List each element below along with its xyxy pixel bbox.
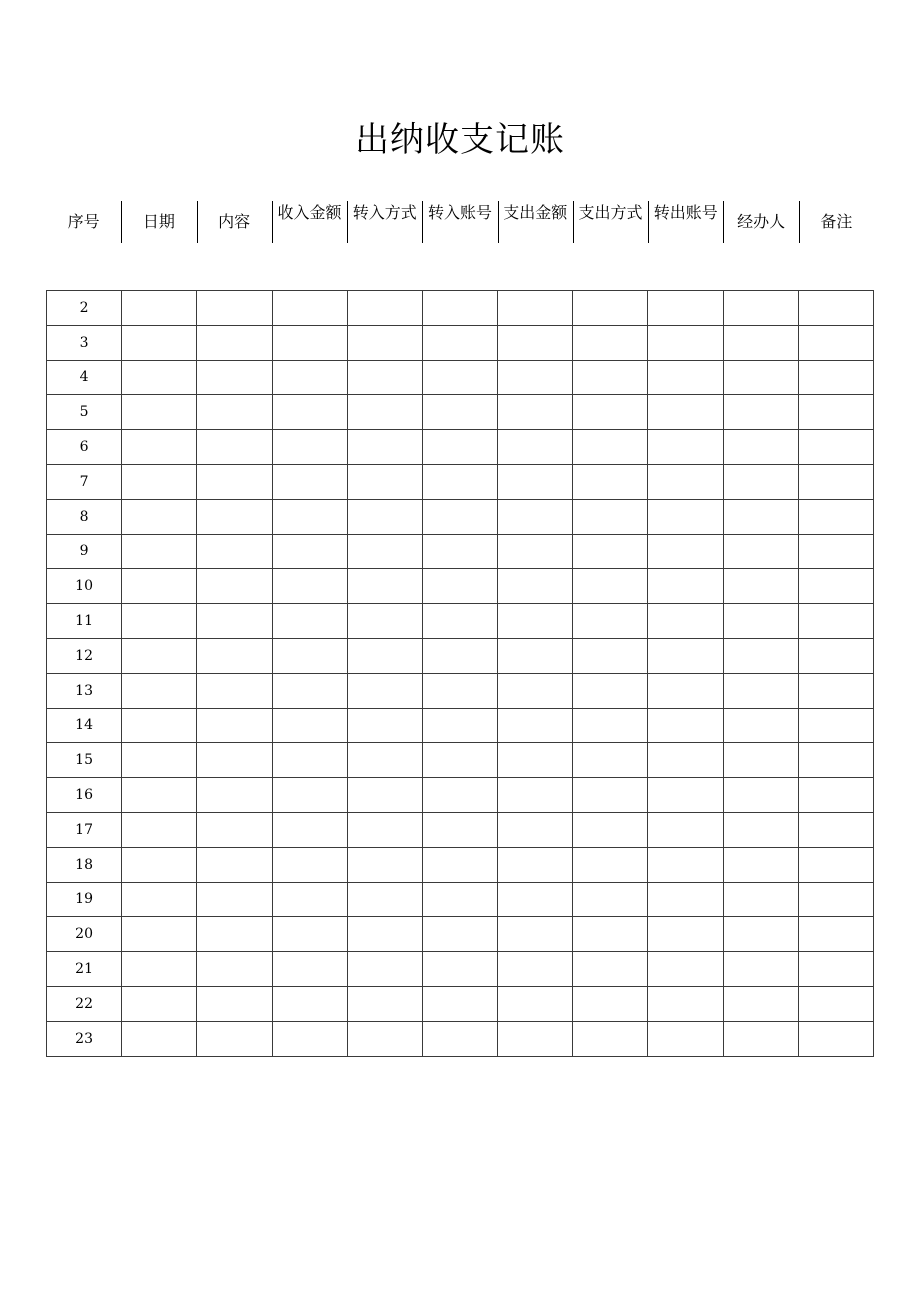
cell-expense-method[interactable] [573,986,648,1021]
cell-expense-amount[interactable] [498,917,573,952]
cell-income-method[interactable] [347,952,422,987]
cell-income-account[interactable] [422,847,497,882]
row-number: 12 [47,638,122,673]
cell-handler[interactable] [723,534,798,569]
cell-handler[interactable] [723,743,798,778]
cell-expense-method[interactable] [573,1021,648,1056]
table-row [47,534,874,569]
cell-expense-method[interactable] [573,638,648,673]
cell-date[interactable] [122,847,197,882]
cell-expense-method[interactable] [573,847,648,882]
cell-income-amount[interactable] [272,986,347,1021]
cell-expense-amount[interactable] [498,778,573,813]
cell-date[interactable] [122,291,197,326]
cell-handler[interactable] [723,917,798,952]
cell-date[interactable] [122,1021,197,1056]
cell-income-amount[interactable] [272,325,347,360]
cell-expense-account[interactable] [648,882,723,917]
cell-expense-account[interactable] [648,360,723,395]
cell-content[interactable] [197,952,272,987]
cell-income-method[interactable] [347,847,422,882]
cell-date[interactable] [122,882,197,917]
table-row [47,464,874,499]
cell-income-account[interactable] [422,395,497,430]
cell-expense-amount[interactable] [498,986,573,1021]
cell-content[interactable] [197,464,272,499]
cell-date[interactable] [122,986,197,1021]
cell-expense-account[interactable] [648,812,723,847]
cell-expense-amount[interactable] [498,743,573,778]
cell-expense-account[interactable] [648,395,723,430]
cell-expense-account[interactable] [648,291,723,326]
cell-income-amount[interactable] [272,952,347,987]
cell-income-amount[interactable] [272,464,347,499]
cell-date[interactable] [122,464,197,499]
cell-income-method[interactable] [347,917,422,952]
cell-expense-method[interactable] [573,743,648,778]
cell-income-account[interactable] [422,778,497,813]
cell-expense-method[interactable] [573,812,648,847]
cell-remarks[interactable] [798,986,873,1021]
cell-handler[interactable] [723,1021,798,1056]
cell-content[interactable] [197,569,272,604]
cell-income-amount[interactable] [272,708,347,743]
cell-handler[interactable] [723,673,798,708]
cell-expense-method[interactable] [573,464,648,499]
cell-date[interactable] [122,499,197,534]
cell-expense-amount[interactable] [498,430,573,465]
cell-income-amount[interactable] [272,882,347,917]
cell-income-method[interactable] [347,325,422,360]
cell-expense-method[interactable] [573,569,648,604]
cell-expense-amount[interactable] [498,1021,573,1056]
cell-date[interactable] [122,325,197,360]
cell-income-method[interactable] [347,291,422,326]
table-row [47,569,874,604]
cell-expense-method[interactable] [573,360,648,395]
cell-remarks[interactable] [798,325,873,360]
cell-remarks[interactable] [798,534,873,569]
cell-expense-method[interactable] [573,708,648,743]
row-number: 17 [47,812,122,847]
cell-income-method[interactable] [347,673,422,708]
cell-income-amount[interactable] [272,395,347,430]
cell-expense-method[interactable] [573,291,648,326]
cell-income-method[interactable] [347,499,422,534]
table-row [47,1021,874,1056]
cell-remarks[interactable] [798,360,873,395]
table-row [47,499,874,534]
cell-expense-account[interactable] [648,986,723,1021]
cell-income-amount[interactable] [272,604,347,639]
column-header-remarks: 备注 [799,199,874,245]
row-number: 21 [47,952,122,987]
row-number: 16 [47,778,122,813]
cell-income-account[interactable] [422,1021,497,1056]
cell-handler[interactable] [723,569,798,604]
row-number: 14 [47,708,122,743]
cell-content[interactable] [197,917,272,952]
cell-expense-method[interactable] [573,917,648,952]
cell-remarks[interactable] [798,430,873,465]
table-row [47,778,874,813]
cell-expense-method[interactable] [573,604,648,639]
cell-handler[interactable] [723,395,798,430]
cell-expense-account[interactable] [648,464,723,499]
cell-remarks[interactable] [798,673,873,708]
table-row [47,638,874,673]
cell-income-account[interactable] [422,534,497,569]
cell-income-amount[interactable] [272,534,347,569]
table-row [47,847,874,882]
cell-date[interactable] [122,395,197,430]
cell-income-method[interactable] [347,708,422,743]
cell-remarks[interactable] [798,604,873,639]
cell-remarks[interactable] [798,952,873,987]
ledger-table [46,290,874,1057]
cell-income-amount[interactable] [272,1021,347,1056]
cell-income-account[interactable] [422,325,497,360]
cell-income-amount[interactable] [272,673,347,708]
cell-content[interactable] [197,325,272,360]
cell-handler[interactable] [723,847,798,882]
cell-income-amount[interactable] [272,291,347,326]
cell-handler[interactable] [723,986,798,1021]
cell-income-amount[interactable] [272,743,347,778]
cell-income-account[interactable] [422,986,497,1021]
column-header-expense-method: 支出方式 [573,199,648,245]
cell-expense-account[interactable] [648,430,723,465]
table-row [47,743,874,778]
cell-income-account[interactable] [422,464,497,499]
cell-income-account[interactable] [422,430,497,465]
row-number: 15 [47,743,122,778]
cell-income-amount[interactable] [272,847,347,882]
cell-remarks[interactable] [798,917,873,952]
cell-remarks[interactable] [798,569,873,604]
cell-content[interactable] [197,778,272,813]
table-row [47,882,874,917]
cell-income-account[interactable] [422,360,497,395]
table-row [47,986,874,1021]
cell-expense-account[interactable] [648,673,723,708]
cell-expense-account[interactable] [648,534,723,569]
cell-expense-account[interactable] [648,952,723,987]
row-number: 3 [47,325,122,360]
cell-income-method[interactable] [347,464,422,499]
cell-income-amount[interactable] [272,917,347,952]
cell-remarks[interactable] [798,708,873,743]
cell-expense-account[interactable] [648,325,723,360]
cell-remarks[interactable] [798,847,873,882]
cell-content[interactable] [197,499,272,534]
cell-date[interactable] [122,604,197,639]
cell-remarks[interactable] [798,499,873,534]
cell-expense-amount[interactable] [498,638,573,673]
cell-date[interactable] [122,778,197,813]
cell-expense-amount[interactable] [498,534,573,569]
row-number: 2 [47,291,122,326]
cell-remarks[interactable] [798,743,873,778]
table-row [47,708,874,743]
cell-income-account[interactable] [422,812,497,847]
row-number: 7 [47,464,122,499]
row-number: 11 [47,604,122,639]
cell-income-amount[interactable] [272,812,347,847]
column-header-expense-amount: 支出金额 [498,199,573,245]
row-number: 20 [47,917,122,952]
row-number: 10 [47,569,122,604]
cell-remarks[interactable] [798,464,873,499]
cell-expense-method[interactable] [573,499,648,534]
cell-remarks[interactable] [798,291,873,326]
cell-expense-amount[interactable] [498,673,573,708]
cell-date[interactable] [122,917,197,952]
cell-date[interactable] [122,743,197,778]
cell-content[interactable] [197,1021,272,1056]
cell-content[interactable] [197,812,272,847]
cell-expense-amount[interactable] [498,569,573,604]
cell-date[interactable] [122,708,197,743]
cell-expense-amount[interactable] [498,325,573,360]
cell-expense-amount[interactable] [498,812,573,847]
cell-handler[interactable] [723,464,798,499]
cell-handler[interactable] [723,708,798,743]
cell-content[interactable] [197,673,272,708]
cell-content[interactable] [197,708,272,743]
cell-expense-method[interactable] [573,673,648,708]
column-header-index: 序号 [67,212,100,231]
cell-income-amount[interactable] [272,360,347,395]
cell-date[interactable] [122,430,197,465]
cell-expense-amount[interactable] [498,882,573,917]
cell-income-amount[interactable] [272,778,347,813]
cell-date[interactable] [122,360,197,395]
cell-handler[interactable] [723,499,798,534]
table-row [47,325,874,360]
column-header-expense-account: 转出账号 [648,199,723,245]
cell-income-amount[interactable] [272,430,347,465]
table-row [47,673,874,708]
column-header-income-amount: 收入金额 [272,199,347,245]
cell-expense-method[interactable] [573,882,648,917]
cell-income-method[interactable] [347,743,422,778]
cell-expense-amount[interactable] [498,604,573,639]
cell-handler[interactable] [723,430,798,465]
cell-expense-account[interactable] [648,569,723,604]
cell-remarks[interactable] [798,638,873,673]
cell-income-method[interactable] [347,604,422,639]
cell-income-account[interactable] [422,708,497,743]
cell-content[interactable] [197,395,272,430]
cell-remarks[interactable] [798,882,873,917]
cell-content[interactable] [197,847,272,882]
cell-expense-account[interactable] [648,499,723,534]
cell-income-method[interactable] [347,812,422,847]
cell-income-account[interactable] [422,604,497,639]
row-number: 22 [47,986,122,1021]
row-number: 19 [47,882,122,917]
cell-income-method[interactable] [347,430,422,465]
table-row [47,917,874,952]
cell-income-method[interactable] [347,395,422,430]
cell-handler[interactable] [723,360,798,395]
cell-income-account[interactable] [422,917,497,952]
cell-content[interactable] [197,743,272,778]
cell-date[interactable] [122,638,197,673]
cell-handler[interactable] [723,604,798,639]
cell-income-account[interactable] [422,743,497,778]
column-header-date: 日期 [121,199,196,245]
cell-expense-method[interactable] [573,534,648,569]
cell-handler[interactable] [723,638,798,673]
column-header-income-method: 转入方式 [347,199,422,245]
cell-remarks[interactable] [798,395,873,430]
table-row [47,360,874,395]
row-number: 5 [47,395,122,430]
cell-handler[interactable] [723,291,798,326]
cell-expense-account[interactable] [648,778,723,813]
cell-expense-amount[interactable] [498,847,573,882]
cell-expense-amount[interactable] [498,499,573,534]
cell-expense-account[interactable] [648,604,723,639]
page-title: 出纳收支记账 [355,120,565,160]
cell-remarks[interactable] [798,812,873,847]
table-row [47,812,874,847]
cell-income-amount[interactable] [272,638,347,673]
cell-expense-account[interactable] [648,847,723,882]
cell-content[interactable] [197,986,272,1021]
cell-content[interactable] [197,882,272,917]
cell-date[interactable] [122,952,197,987]
cell-expense-account[interactable] [648,743,723,778]
cell-expense-method[interactable] [573,778,648,813]
cell-expense-method[interactable] [573,325,648,360]
cell-income-amount[interactable] [272,569,347,604]
cell-date[interactable] [122,534,197,569]
cell-expense-account[interactable] [648,917,723,952]
column-header-handler: 经办人 [723,199,798,245]
table-row [47,952,874,987]
cell-income-account[interactable] [422,673,497,708]
cell-income-method[interactable] [347,569,422,604]
cell-date[interactable] [122,569,197,604]
cell-content[interactable] [197,534,272,569]
cell-date[interactable] [122,812,197,847]
cell-content[interactable] [197,360,272,395]
row-number: 8 [47,499,122,534]
cell-expense-account[interactable] [648,1021,723,1056]
cell-handler[interactable] [723,812,798,847]
cell-expense-amount[interactable] [498,395,573,430]
cell-income-method[interactable] [347,534,422,569]
cell-income-account[interactable] [422,882,497,917]
cell-income-account[interactable] [422,638,497,673]
table-row [47,604,874,639]
cell-income-account[interactable] [422,569,497,604]
cell-expense-method[interactable] [573,430,648,465]
table-row [47,291,874,326]
row-number: 4 [47,360,122,395]
table-row [47,395,874,430]
cell-content[interactable] [197,291,272,326]
cell-handler[interactable] [723,952,798,987]
cell-income-method[interactable] [347,1021,422,1056]
cell-expense-amount[interactable] [498,291,573,326]
cell-remarks[interactable] [798,1021,873,1056]
row-number: 13 [47,673,122,708]
cell-income-account[interactable] [422,291,497,326]
cell-expense-method[interactable] [573,952,648,987]
cell-handler[interactable] [723,778,798,813]
cell-expense-account[interactable] [648,708,723,743]
column-header-income-account: 转入账号 [422,199,497,245]
row-number: 18 [47,847,122,882]
cell-expense-amount[interactable] [498,952,573,987]
row-number: 9 [47,534,122,569]
cell-income-method[interactable] [347,778,422,813]
cell-expense-method[interactable] [573,395,648,430]
cell-expense-amount[interactable] [498,708,573,743]
cell-content[interactable] [197,430,272,465]
cell-expense-amount[interactable] [498,360,573,395]
cell-income-account[interactable] [422,952,497,987]
cell-income-method[interactable] [347,638,422,673]
cell-income-amount[interactable] [272,499,347,534]
column-header-row [46,199,874,245]
cell-content[interactable] [197,638,272,673]
cell-income-method[interactable] [347,882,422,917]
table-row [47,430,874,465]
column-header-content: 内容 [197,199,272,245]
cell-remarks[interactable] [798,778,873,813]
row-number: 23 [47,1021,122,1056]
cell-expense-amount[interactable] [498,464,573,499]
cell-income-method[interactable] [347,986,422,1021]
cell-expense-account[interactable] [648,638,723,673]
row-number: 6 [47,430,122,465]
cell-content[interactable] [197,604,272,639]
cell-handler[interactable] [723,325,798,360]
cell-income-method[interactable] [347,360,422,395]
cell-income-account[interactable] [422,499,497,534]
cell-date[interactable] [122,673,197,708]
cell-handler[interactable] [723,882,798,917]
